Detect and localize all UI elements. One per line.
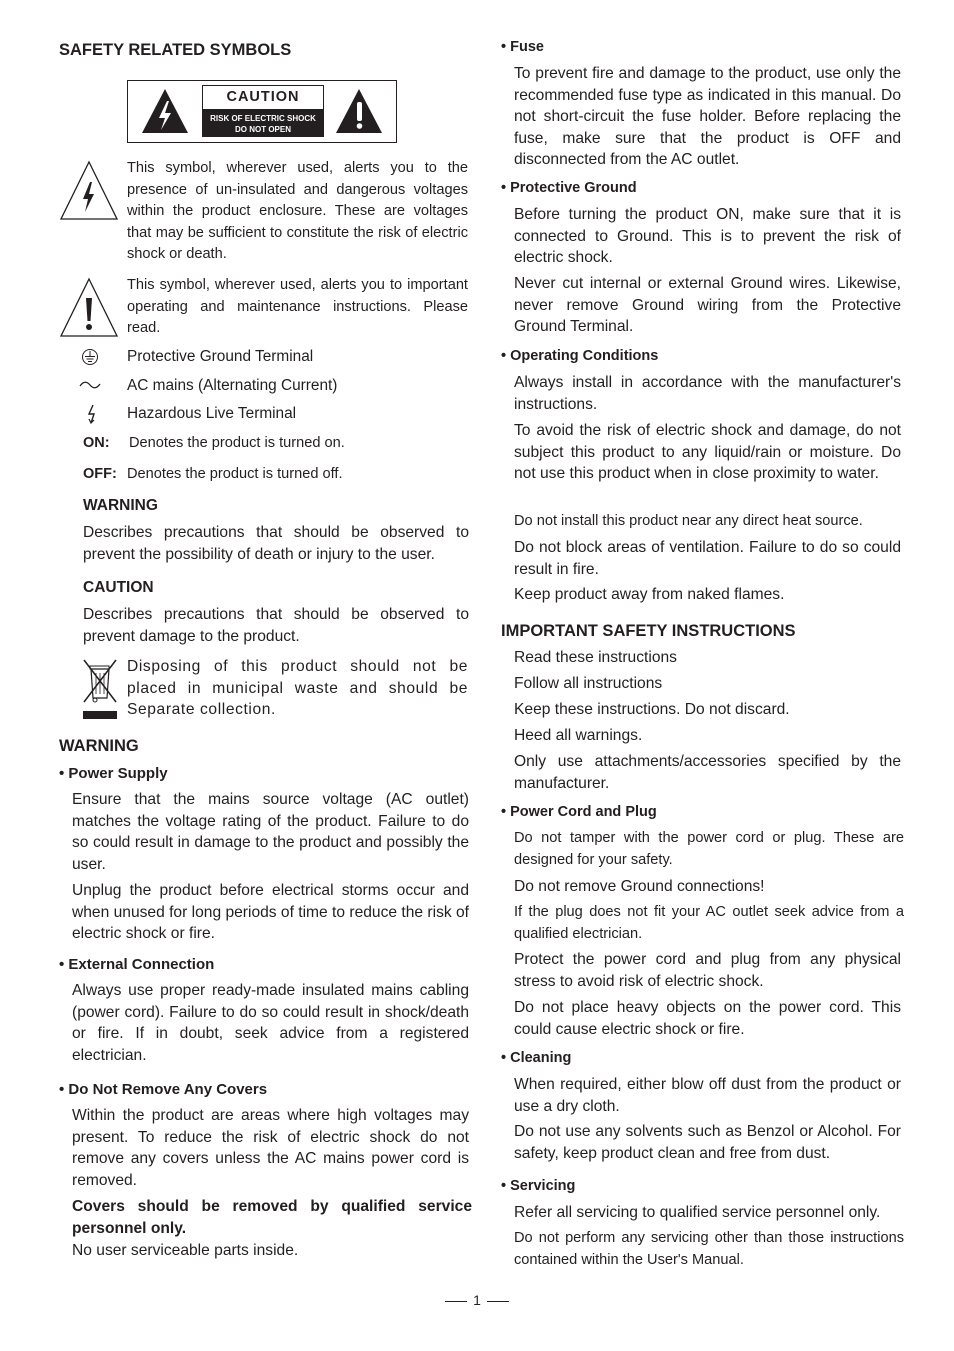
protective-ground-p2: Never cut internal or external Ground wires. Likewise, never remove Ground wiring from the Protective Ground Terminal. bbox=[514, 275, 901, 335]
power-supply-p2: Unplug the product before electrical storms occur and when unused for long periods of time to reduce the risk of electric shock or fire. bbox=[72, 882, 470, 942]
caution-label-graphic bbox=[127, 80, 397, 143]
power-cord-title: • Power Cord and Plug bbox=[501, 804, 657, 820]
covers-p2: Covers should be removed by qualified service personnel only. bbox=[72, 1198, 472, 1237]
protective-ground-p1: Before turning the product ON, make sure that it is connected to Ground. This is to prevent the risk of electric shock. bbox=[514, 206, 901, 266]
caution-label-panel bbox=[202, 85, 324, 137]
power-supply-p1: Ensure that the mains source voltage (AC outlet) matches the voltage rating of the product. Failure to do so could result in damage to the product and possibly the user. bbox=[72, 791, 469, 873]
ground-terminal-label: Protective Ground Terminal bbox=[127, 348, 314, 365]
page-number: 1 bbox=[0, 1292, 954, 1308]
operating-p3: Do not install this product near any direct heat source. bbox=[514, 513, 863, 529]
caution-label-text: RISK OF ELECTRIC SHOCK DO NOT OPEN bbox=[210, 114, 316, 134]
power-cord-p4: Protect the power cord and plug from any physical stress to avoid risk of electric shock. bbox=[514, 951, 901, 990]
cleaning-p1: When required, either blow off dust from the product or use a dry cloth. bbox=[514, 1076, 901, 1115]
important-safety-heading: IMPORTANT SAFETY INSTRUCTIONS bbox=[501, 622, 796, 640]
cleaning-title: • Cleaning bbox=[501, 1050, 572, 1066]
caution-label-title: CAUTION bbox=[202, 85, 324, 110]
important-p3: Keep these instructions. Do not discard. bbox=[514, 701, 790, 718]
power-supply-title: • Power Supply bbox=[59, 765, 168, 782]
operating-p1: Always install in accordance with the manufacturer's instructions. bbox=[514, 374, 901, 413]
ac-wave-icon bbox=[79, 379, 101, 391]
caution-def-title: CAUTION bbox=[83, 579, 154, 596]
important-p5: Only use attachments/accessories specified by the manufacturer. bbox=[514, 753, 901, 792]
ground-terminal-icon bbox=[81, 348, 99, 366]
power-cord-p5: Do not place heavy objects on the power cord. This could cause electric shock or fire. bbox=[514, 999, 901, 1038]
external-connection-p1: Always use proper ready-made insulated mains cabling (power cord). Failure to do so could result in shock/death or fire. If in doubt, seek advice from a registered electrician. bbox=[72, 982, 469, 1064]
caution-def-desc: Describes precautions that should be observed to prevent damage to the product. bbox=[83, 606, 469, 645]
power-cord-p1: Do not tamper with the power cord or plug. These are designed for your safety. bbox=[514, 830, 904, 868]
servicing-p2: Do not perform any servicing other than those instructions contained within the User's Manual. bbox=[514, 1230, 904, 1268]
covers-p1: Within the product are areas where high voltages may present. To reduce the risk of electric shock do not remove any covers unless the AC mains power cord is removed. bbox=[72, 1107, 469, 1189]
fuse-title: • Fuse bbox=[501, 39, 544, 55]
lightning-triangle-icon bbox=[140, 87, 190, 135]
important-p4: Heed all warnings. bbox=[514, 727, 643, 744]
warning-heading: WARNING bbox=[59, 737, 139, 755]
power-cord-p3: If the plug does not fit your AC outlet seek advice from a qualified electrician. bbox=[514, 904, 904, 942]
operating-p5: Keep product away from naked flames. bbox=[514, 586, 785, 603]
off-key: OFF: bbox=[83, 466, 117, 482]
warning-def-title: WARNING bbox=[83, 497, 158, 514]
safety-symbols-heading: SAFETY RELATED SYMBOLS bbox=[59, 41, 292, 59]
servicing-p1: Refer all servicing to qualified service personnel only. bbox=[514, 1204, 881, 1221]
page-number-rule-left bbox=[445, 1301, 467, 1302]
operating-conditions-title: • Operating Conditions bbox=[501, 348, 659, 364]
power-cord-p2: Do not remove Ground connections! bbox=[514, 878, 765, 895]
external-connection-title: • External Connection bbox=[59, 956, 215, 973]
lightning-outline-icon bbox=[59, 160, 119, 222]
exclamation-outline-icon bbox=[59, 277, 119, 339]
exclamation-symbol-desc: This symbol, wherever used, alerts you to important operating and maintenance instructions. Please read. bbox=[127, 277, 468, 336]
page-number-rule-right bbox=[487, 1301, 509, 1302]
operating-p4: Do not block areas of ventilation. Failure to do so could result in fire. bbox=[514, 539, 901, 578]
fuse-p1: To prevent fire and damage to the product, use only the recommended fuse type as indicated in this manual. Do not short-circuit the fuse holder. Before replacing the fuse, make sure that the product is OFF and disconnected from the AC outlet. bbox=[514, 65, 901, 168]
ac-mains-label: AC mains (Alternating Current) bbox=[127, 377, 338, 394]
on-desc: Denotes the product is turned on. bbox=[129, 435, 345, 451]
live-terminal-icon bbox=[86, 404, 98, 424]
weee-bin-icon bbox=[81, 658, 119, 722]
covers-p3: No user serviceable parts inside. bbox=[72, 1242, 299, 1259]
servicing-title: • Servicing bbox=[501, 1178, 576, 1194]
protective-ground-title: • Protective Ground bbox=[501, 180, 637, 196]
exclamation-triangle-icon bbox=[334, 87, 384, 135]
live-terminal-label: Hazardous Live Terminal bbox=[127, 405, 297, 422]
cleaning-p2: Do not use any solvents such as Benzol or Alcohol. For safety, keep product clean and free from dust. bbox=[514, 1123, 901, 1162]
disposal-desc: Disposing of this product should not be placed in municipal waste and should be Separate collection. bbox=[127, 658, 468, 718]
on-key: ON: bbox=[83, 435, 110, 451]
covers-title: • Do Not Remove Any Covers bbox=[59, 1081, 268, 1098]
important-p2: Follow all instructions bbox=[514, 675, 663, 692]
lightning-symbol-desc: This symbol, wherever used, alerts you to the presence of un-insulated and dangerous voltages within the product enclosure. These are voltages that may be sufficient to constitute the risk of electric shock or death. bbox=[127, 160, 468, 262]
off-desc: Denotes the product is turned off. bbox=[127, 466, 343, 482]
operating-p2: To avoid the risk of electric shock and damage, do not subject this product to any liquid/rain or moisture. Do not use this product when in close proximity to water. bbox=[514, 422, 901, 482]
important-p1: Read these instructions bbox=[514, 649, 677, 666]
warning-def-desc: Describes precautions that should be observed to prevent the possibility of death or injury to the user. bbox=[83, 524, 469, 563]
